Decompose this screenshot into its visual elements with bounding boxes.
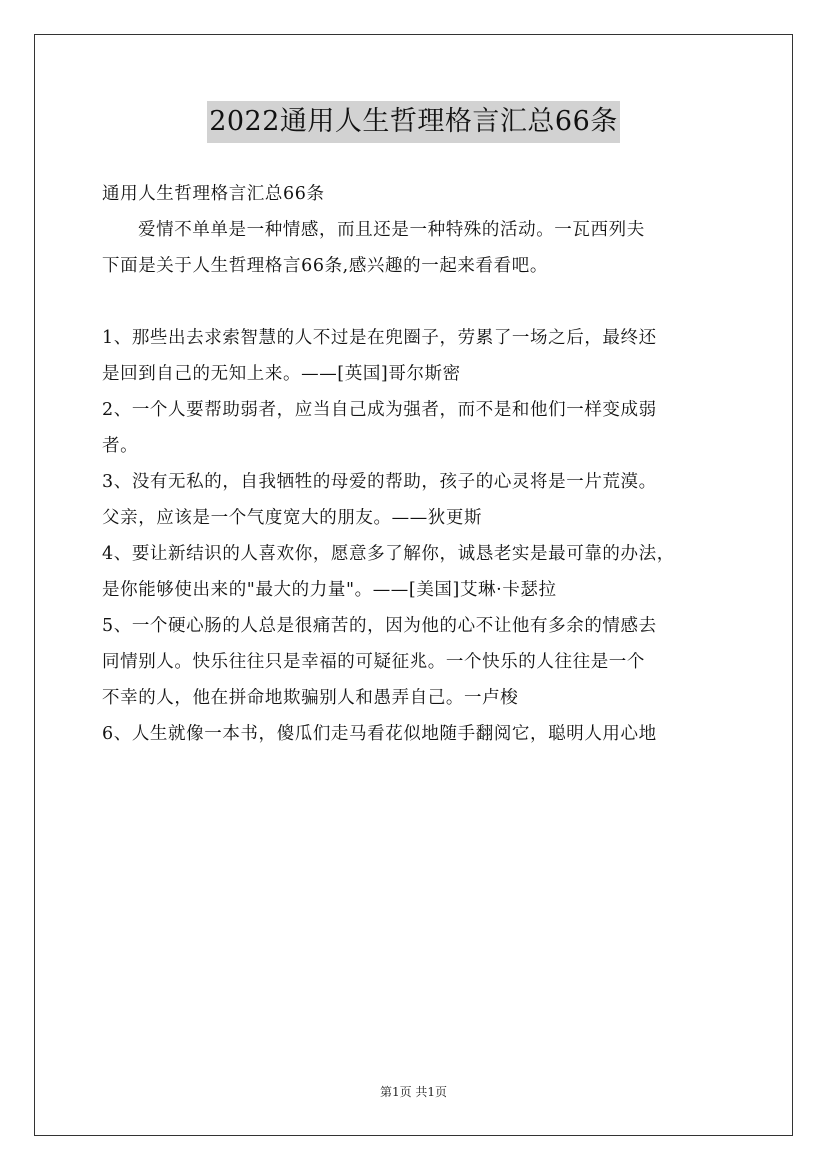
- body-line: 者。: [102, 436, 139, 456]
- intro-quote-line: 爱情不单单是一种情感，而且还是一种特殊的活动。一瓦西列夫: [138, 220, 645, 240]
- page-footer: 第1页 共1页: [379, 1085, 448, 1099]
- body-line: 是你能够使出来的"最大的力量"。——[美国]艾琳·卡瑟拉: [102, 580, 557, 600]
- body-line: 2、一个人要帮助弱者，应当自己成为强者，而不是和他们一样变成弱: [102, 400, 657, 420]
- body-line: 同情别人。快乐往往只是幸福的可疑征兆。一个快乐的人往往是一个: [102, 652, 645, 672]
- body-line: 1、那些出去求索智慧的人不过是在兜圈子，劳累了一场之后，最终还: [102, 328, 657, 348]
- body-line: 是回到自己的无知上来。——[英国]哥尔斯密: [102, 364, 461, 384]
- subtitle-line: 通用人生哲理格言汇总66条: [102, 184, 325, 204]
- body-line: 5、一个硬心肠的人总是很痛苦的，因为他的心不让他有多余的情感去: [102, 616, 657, 636]
- blank-line: [102, 284, 742, 320]
- body-line: 不幸的人，他在拼命地欺骗别人和愚弄自己。一卢梭: [102, 688, 519, 708]
- body-line: 3、没有无私的，自我牺牲的母爱的帮助，孩子的心灵将是一片荒漠。: [102, 472, 657, 492]
- intro-line: 下面是关于人生哲理格言66条,感兴趣的一起来看看吧。: [102, 256, 548, 276]
- body-line: 6、人生就像一本书，傻瓜们走马看花似地随手翻阅它，聪明人用心地: [102, 724, 657, 744]
- title-container: [0, 101, 827, 143]
- body-line: 父亲，应该是一个气度宽大的朋友。——狄更斯: [102, 508, 483, 528]
- document-title: 2022通用人生哲理格言汇总66条: [207, 101, 620, 143]
- body-line: 4、要让新结识的人喜欢你，愿意多了解你，诚恳老实是最可靠的办法，: [102, 544, 675, 564]
- document-body: [102, 176, 742, 752]
